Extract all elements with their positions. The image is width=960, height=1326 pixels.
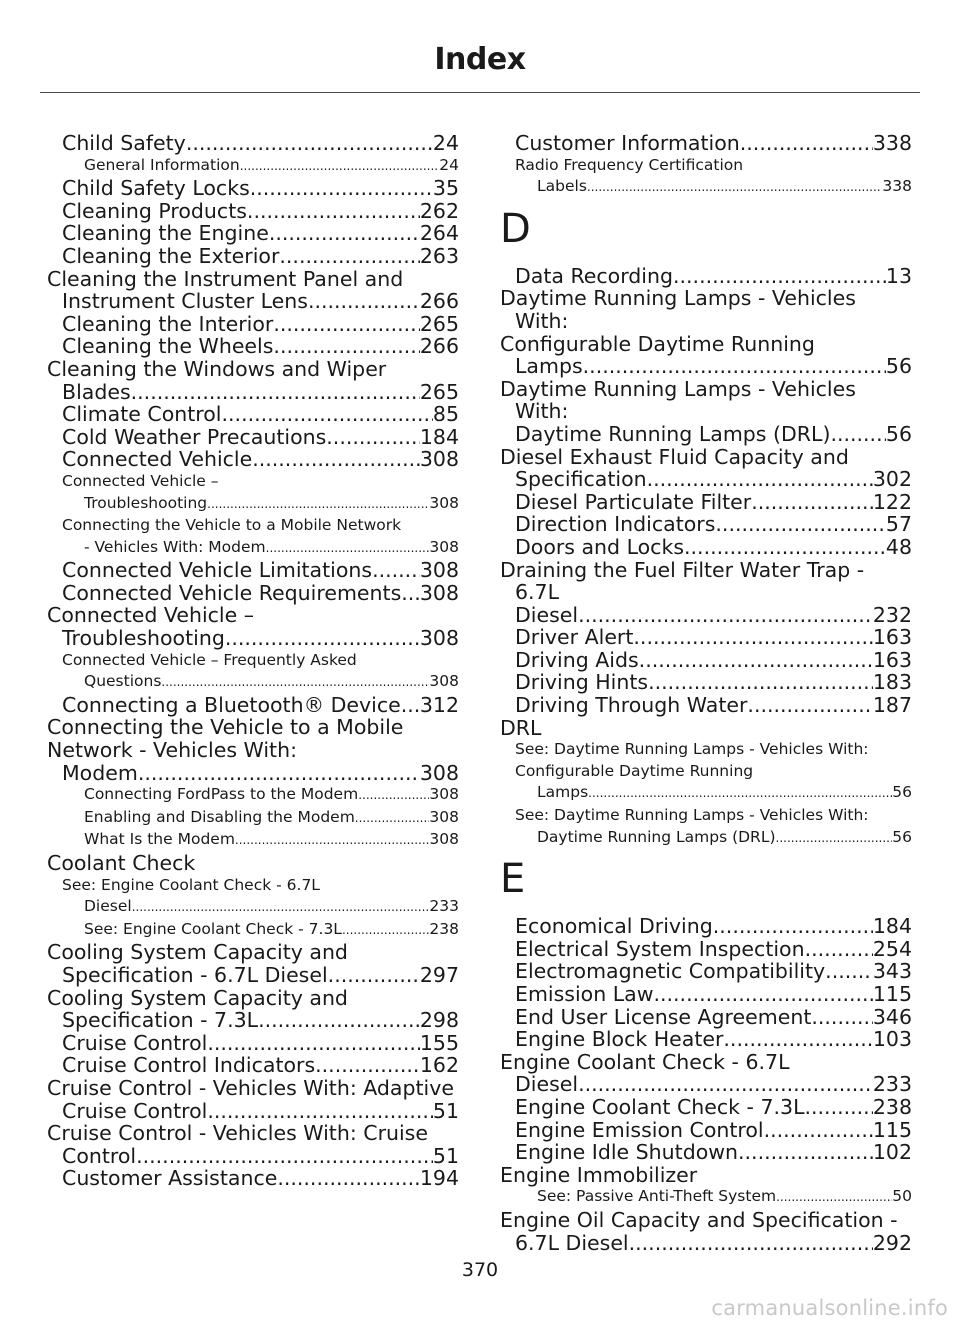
dot-leader xyxy=(653,983,872,1006)
entry-page-number: 292 xyxy=(872,1230,912,1255)
entry-text: Cleaning Products xyxy=(62,198,247,223)
index-entry xyxy=(47,426,459,449)
entry-text: Cooling System Capacity and xyxy=(47,985,348,1010)
dot-leader xyxy=(247,200,420,223)
index-entry xyxy=(47,132,459,155)
dot-leader xyxy=(648,671,873,694)
index-column-left xyxy=(47,132,459,1190)
index-entry xyxy=(47,313,459,336)
dot-leader xyxy=(751,491,873,514)
dot-leader xyxy=(315,1054,420,1077)
entry-page-number: 184 xyxy=(419,424,459,449)
entry-text: Driver Alert xyxy=(515,625,634,650)
entry-page-number: 115 xyxy=(872,1117,912,1142)
entry-text: Troubleshooting xyxy=(62,626,225,651)
index-entry xyxy=(500,915,912,938)
index-entry xyxy=(47,1122,459,1167)
entry-page-number: 50 xyxy=(892,1187,912,1206)
dot-leader xyxy=(811,1006,872,1029)
entry-page-number: 115 xyxy=(872,982,912,1006)
entry-text: Cleaning the Windows and Wiper xyxy=(47,356,387,381)
entry-text: Instrument Cluster Lens xyxy=(62,289,308,314)
index-entry xyxy=(47,245,459,268)
entry-page-number: 24 xyxy=(439,155,459,174)
entry-page-number: 51 xyxy=(432,1098,459,1123)
entry-page-number: 265 xyxy=(419,311,459,336)
entry-text: See: Passive Anti-Theft System xyxy=(537,1187,777,1206)
entry-text: Engine Immobilizer xyxy=(500,1162,698,1187)
dot-leader xyxy=(269,222,420,245)
dot-leader xyxy=(252,448,420,471)
entry-page-number: 57 xyxy=(885,512,912,537)
index-entry xyxy=(47,987,459,1032)
entry-text: Daytime Running Lamps (DRL) xyxy=(515,421,831,446)
entry-text: Data Recording xyxy=(515,263,673,288)
dot-leader xyxy=(222,403,433,426)
entry-text: See: Daytime Running Lamps - Vehicles With: xyxy=(515,740,869,759)
index-entry xyxy=(500,983,912,1006)
index-subentry xyxy=(47,515,459,559)
dot-leader xyxy=(587,176,883,199)
index-subentry xyxy=(500,1186,912,1209)
index-entry xyxy=(47,177,459,200)
entry-text: Questions xyxy=(84,672,162,691)
index-entry xyxy=(500,694,912,717)
entry-text: Diesel xyxy=(84,897,132,916)
entry-text: Cruise Control - Vehicles With: Cruise xyxy=(47,1121,428,1146)
index-entry xyxy=(47,200,459,223)
entry-text: Electrical System Inspection xyxy=(515,936,805,961)
dot-leader xyxy=(136,1145,433,1168)
entry-text: Connecting FordPass to the Modem xyxy=(84,785,359,804)
entry-page-number: 56 xyxy=(892,827,912,846)
index-entry xyxy=(500,649,912,672)
index-entry xyxy=(47,852,459,875)
entry-page-number: 308 xyxy=(419,760,459,785)
entry-page-number: 24 xyxy=(432,131,459,155)
dot-leader xyxy=(372,559,420,582)
entry-text: Engine Coolant Check - 6.7L xyxy=(500,1049,790,1074)
entry-text: Diesel Particulate Filter xyxy=(515,489,752,514)
dot-leader xyxy=(639,649,873,672)
index-subentry xyxy=(47,875,459,919)
entry-text: Configurable Daytime Running xyxy=(500,331,815,356)
index-entry xyxy=(500,287,912,377)
entry-text: Cold Weather Precautions xyxy=(62,424,327,449)
dot-leader xyxy=(235,829,429,852)
entry-text: Direction Indicators xyxy=(515,512,716,537)
entry-page-number: 308 xyxy=(429,830,459,849)
dot-leader xyxy=(583,355,886,378)
entry-page-number: 346 xyxy=(872,1004,912,1029)
entry-text: Connecting a Bluetooth® Device xyxy=(62,692,401,717)
dot-leader xyxy=(830,423,885,446)
entry-page-number: 13 xyxy=(885,263,912,288)
index-entry xyxy=(500,1028,912,1051)
index-column-right xyxy=(500,132,912,1254)
dot-leader xyxy=(326,426,420,449)
entry-text: Cleaning the Instrument Panel and xyxy=(47,266,404,291)
entry-text: Draining the Fuel Filter Water Trap - 6.7L xyxy=(500,557,865,605)
index-entry xyxy=(47,358,459,403)
entry-page-number: 338 xyxy=(882,177,912,196)
entry-text: Troubleshooting xyxy=(84,493,208,512)
dot-leader xyxy=(355,807,430,830)
entry-text: Climate Control xyxy=(62,402,222,427)
entry-text: Daytime Running Lamps (DRL) xyxy=(537,827,776,846)
entry-text: Blades xyxy=(62,379,131,404)
index-entry xyxy=(500,536,912,559)
entry-page-number: 265 xyxy=(419,379,459,404)
dot-leader xyxy=(825,960,873,983)
entry-text: Emission Law xyxy=(515,982,654,1006)
entry-page-number: 56 xyxy=(892,783,912,802)
entry-text: Cleaning the Interior xyxy=(62,311,274,336)
entry-text: Daytime Running Lamps - Vehicles With: xyxy=(500,286,856,333)
entry-page-number: 238 xyxy=(429,919,459,938)
entry-text: Engine Emission Control xyxy=(515,1117,764,1142)
entry-page-number: 48 xyxy=(885,534,912,559)
dot-leader xyxy=(342,919,429,942)
entry-text: Connected Vehicle xyxy=(62,447,253,472)
entry-page-number: 184 xyxy=(872,914,912,939)
dot-leader xyxy=(207,1032,420,1055)
dot-leader xyxy=(132,896,430,919)
index-entry xyxy=(500,1119,912,1142)
entry-text: Coolant Check xyxy=(47,851,196,875)
entry-page-number: 122 xyxy=(872,489,912,514)
entry-text: Driving Through Water xyxy=(515,693,748,718)
dot-leader xyxy=(328,964,420,987)
dot-leader xyxy=(308,290,420,313)
entry-text: Specification - 7.3L xyxy=(62,1008,259,1033)
index-subentry xyxy=(47,650,459,694)
entry-text: Labels xyxy=(537,177,587,196)
entry-text: Engine Coolant Check - 7.3L xyxy=(515,1094,805,1119)
index-entry xyxy=(47,222,459,245)
entry-text: Engine Block Heater xyxy=(515,1027,724,1052)
dot-leader xyxy=(673,265,886,288)
entry-page-number: 56 xyxy=(885,354,912,379)
entry-text: Radio Frequency Certification xyxy=(515,155,744,174)
dot-leader xyxy=(207,493,429,516)
entry-page-number: 302 xyxy=(872,467,912,492)
index-entry xyxy=(47,716,459,784)
entry-text: Connected Vehicle Requirements xyxy=(62,580,402,605)
entry-text: Specification xyxy=(515,467,647,492)
entry-text: Customer Assistance xyxy=(62,1166,278,1191)
entry-page-number: 162 xyxy=(419,1053,459,1078)
dot-leader xyxy=(578,604,873,627)
index-entry xyxy=(500,491,912,514)
entry-page-number: 183 xyxy=(872,670,912,695)
entry-text: Driving Aids xyxy=(515,647,639,672)
title-divider xyxy=(40,92,920,93)
entry-text: Engine Idle Shutdown xyxy=(515,1140,739,1165)
entry-page-number: 308 xyxy=(419,558,459,583)
entry-page-number: 266 xyxy=(419,334,459,359)
entry-text: Cleaning the Engine xyxy=(62,221,269,246)
index-subentry xyxy=(47,784,459,807)
entry-text: Cruise Control xyxy=(62,1098,208,1123)
index-subentry xyxy=(47,471,459,515)
index-entry xyxy=(47,268,459,313)
dot-leader xyxy=(266,537,430,560)
dot-leader xyxy=(279,245,419,268)
dot-leader xyxy=(273,313,420,336)
dot-leader xyxy=(764,1119,873,1142)
entry-page-number: 308 xyxy=(419,626,459,651)
index-entry xyxy=(47,403,459,426)
entry-text: General Information xyxy=(84,155,240,174)
watermark: carmanualsonline.info xyxy=(711,1296,948,1320)
entry-page-number: 343 xyxy=(872,959,912,984)
index-entry xyxy=(47,448,459,471)
index-entry xyxy=(500,1164,912,1187)
dot-leader xyxy=(186,132,433,155)
index-entry xyxy=(47,941,459,986)
dot-leader xyxy=(723,1028,872,1051)
entry-page-number: 233 xyxy=(429,897,459,916)
dot-leader xyxy=(358,784,429,807)
entry-text: Daytime Running Lamps - Vehicles With: xyxy=(500,376,856,424)
index-entry xyxy=(500,1141,912,1164)
dot-leader xyxy=(633,626,872,649)
entry-text: Lamps xyxy=(537,783,589,802)
index-entry xyxy=(47,1054,459,1077)
entry-text: Cruise Control Indicators xyxy=(62,1053,316,1078)
index-entry xyxy=(500,626,912,649)
section-letter: D xyxy=(500,205,531,252)
entry-text: Diesel xyxy=(515,602,579,627)
entry-text: End User License Agreement xyxy=(515,1004,812,1029)
index-entry xyxy=(47,335,459,358)
entry-page-number: 155 xyxy=(419,1030,459,1055)
entry-page-number: 163 xyxy=(872,625,912,650)
entry-text: Connecting the Vehicle to a Mobile xyxy=(47,715,404,740)
entry-page-number: 308 xyxy=(429,807,459,826)
entry-text: Customer Information xyxy=(515,131,740,155)
index-subentry xyxy=(500,805,912,849)
dot-leader xyxy=(161,671,429,694)
entry-text: Enabling and Disabling the Modem xyxy=(84,807,355,826)
dot-leader xyxy=(401,582,420,605)
index-entry xyxy=(47,582,459,605)
entry-text: Engine Oil Capacity and Specification - xyxy=(500,1207,898,1232)
dot-leader xyxy=(138,762,420,785)
dot-leader xyxy=(776,1186,892,1209)
dot-leader xyxy=(250,177,433,200)
index-entry xyxy=(47,604,459,649)
entry-page-number: 187 xyxy=(872,693,912,718)
dot-leader xyxy=(207,1100,433,1123)
index-entry xyxy=(500,717,912,740)
index-entry xyxy=(47,1032,459,1055)
dot-leader xyxy=(747,694,872,717)
index-entry xyxy=(500,446,912,491)
index-entry xyxy=(500,938,912,961)
entry-text: Driving Hints xyxy=(515,670,649,695)
entry-text: Connected Vehicle – xyxy=(47,603,254,628)
entry-text: Specification - 6.7L Diesel xyxy=(62,962,328,987)
entry-page-number: 264 xyxy=(419,221,459,246)
entry-page-number: 338 xyxy=(872,131,912,155)
entry-text: Child Safety Locks xyxy=(62,176,250,201)
entry-page-number: 308 xyxy=(429,493,459,512)
entry-page-number: 194 xyxy=(419,1166,459,1191)
entry-text: Cooling System Capacity and xyxy=(47,940,348,965)
dot-leader xyxy=(740,132,873,155)
index-entry xyxy=(500,265,912,288)
index-entry xyxy=(500,378,912,446)
index-entry xyxy=(47,694,459,717)
entry-page-number: 85 xyxy=(432,402,459,427)
page-title: Index xyxy=(434,42,526,77)
index-entry xyxy=(47,559,459,582)
entry-text: Cruise Control - Vehicles With: Adaptive xyxy=(47,1075,454,1100)
entry-text: Economical Driving xyxy=(515,914,713,939)
entry-page-number: 308 xyxy=(419,580,459,605)
entry-text: Doors and Locks xyxy=(515,534,685,559)
index-entry xyxy=(500,132,912,155)
dot-leader xyxy=(578,1073,873,1096)
entry-text: DRL xyxy=(500,715,542,740)
entry-text: Control xyxy=(62,1143,137,1168)
entry-page-number: 51 xyxy=(432,1143,459,1168)
dot-leader xyxy=(225,627,420,650)
entry-text: Network - Vehicles With: xyxy=(47,738,297,763)
entry-text: Connected Vehicle – xyxy=(62,471,219,490)
index-subentry xyxy=(47,155,459,178)
entry-page-number: 254 xyxy=(872,936,912,961)
dot-leader xyxy=(131,381,420,404)
index-entry xyxy=(47,1077,459,1122)
entry-page-number: 233 xyxy=(872,1072,912,1097)
dot-leader xyxy=(401,694,420,717)
index-entry xyxy=(500,671,912,694)
entry-page-number: 312 xyxy=(419,692,459,717)
entry-text: Connecting the Vehicle to a Mobile Network xyxy=(62,516,402,535)
entry-text: Connected Vehicle – Frequently Asked xyxy=(62,650,357,669)
page-number: 370 xyxy=(461,1259,499,1281)
entry-text: See: Daytime Running Lamps - Vehicles With: xyxy=(515,806,869,825)
dot-leader xyxy=(258,1009,420,1032)
entry-page-number: 35 xyxy=(432,176,459,201)
entry-page-number: 266 xyxy=(419,289,459,314)
entry-page-number: 263 xyxy=(419,243,459,268)
index-entry xyxy=(500,559,912,627)
index-subentry xyxy=(500,739,912,805)
index-entry xyxy=(47,1167,459,1190)
index-entry xyxy=(500,513,912,536)
entry-text: What Is the Modem xyxy=(84,830,235,849)
index-entry xyxy=(500,1006,912,1029)
dot-leader xyxy=(713,915,873,938)
entry-page-number: 297 xyxy=(419,962,459,987)
entry-text: Configurable Daytime Running xyxy=(515,761,754,780)
entry-page-number: 103 xyxy=(872,1027,912,1052)
entry-page-number: 298 xyxy=(419,1008,459,1033)
entry-text: See: Engine Coolant Check - 6.7L xyxy=(62,875,320,894)
entry-text: Cleaning the Wheels xyxy=(62,334,274,359)
dot-leader xyxy=(273,335,419,358)
entry-text: Electromagnetic Compatibility xyxy=(515,959,826,984)
entry-page-number: 308 xyxy=(419,447,459,472)
entry-text: Cruise Control xyxy=(62,1030,208,1055)
dot-leader xyxy=(277,1167,420,1190)
dot-leader xyxy=(240,155,440,178)
entry-page-number: 163 xyxy=(872,647,912,672)
entry-text: Child Safety xyxy=(62,131,186,155)
index-entry xyxy=(500,1209,912,1254)
entry-text: Diesel xyxy=(515,1072,579,1097)
section-letter: E xyxy=(500,856,526,903)
entry-page-number: 56 xyxy=(885,421,912,446)
entry-text: See: Engine Coolant Check - 7.3L xyxy=(84,919,342,938)
dot-leader xyxy=(588,782,892,805)
dot-leader xyxy=(715,513,886,536)
index-subentry xyxy=(47,807,459,830)
entry-page-number: 308 xyxy=(429,785,459,804)
dot-leader xyxy=(805,938,873,961)
entry-page-number: 102 xyxy=(872,1140,912,1165)
index-subentry xyxy=(47,919,459,942)
entry-page-number: 308 xyxy=(429,672,459,691)
dot-leader xyxy=(738,1141,873,1164)
entry-text: 6.7L Diesel xyxy=(515,1230,629,1255)
entry-text: Cleaning the Exterior xyxy=(62,243,280,268)
dot-leader xyxy=(776,827,893,850)
dot-leader xyxy=(684,536,886,559)
dot-leader xyxy=(805,1096,873,1119)
entry-page-number: 232 xyxy=(872,602,912,627)
entry-text: Connected Vehicle Limitations xyxy=(62,558,373,583)
entry-page-number: 308 xyxy=(429,537,459,556)
entry-page-number: 238 xyxy=(872,1094,912,1119)
index-entry xyxy=(500,1096,912,1119)
entry-page-number: 262 xyxy=(419,198,459,223)
index-entry xyxy=(500,960,912,983)
entry-text: - Vehicles With: Modem xyxy=(84,537,266,556)
dot-leader xyxy=(629,1232,873,1255)
index-subentry xyxy=(500,155,912,199)
entry-text: Lamps xyxy=(515,354,583,379)
entry-text: Diesel Exhaust Fluid Capacity and xyxy=(500,444,849,469)
index-subentry xyxy=(47,829,459,852)
dot-leader xyxy=(647,468,873,491)
entry-text: Modem xyxy=(62,760,138,785)
index-entry xyxy=(500,1051,912,1096)
